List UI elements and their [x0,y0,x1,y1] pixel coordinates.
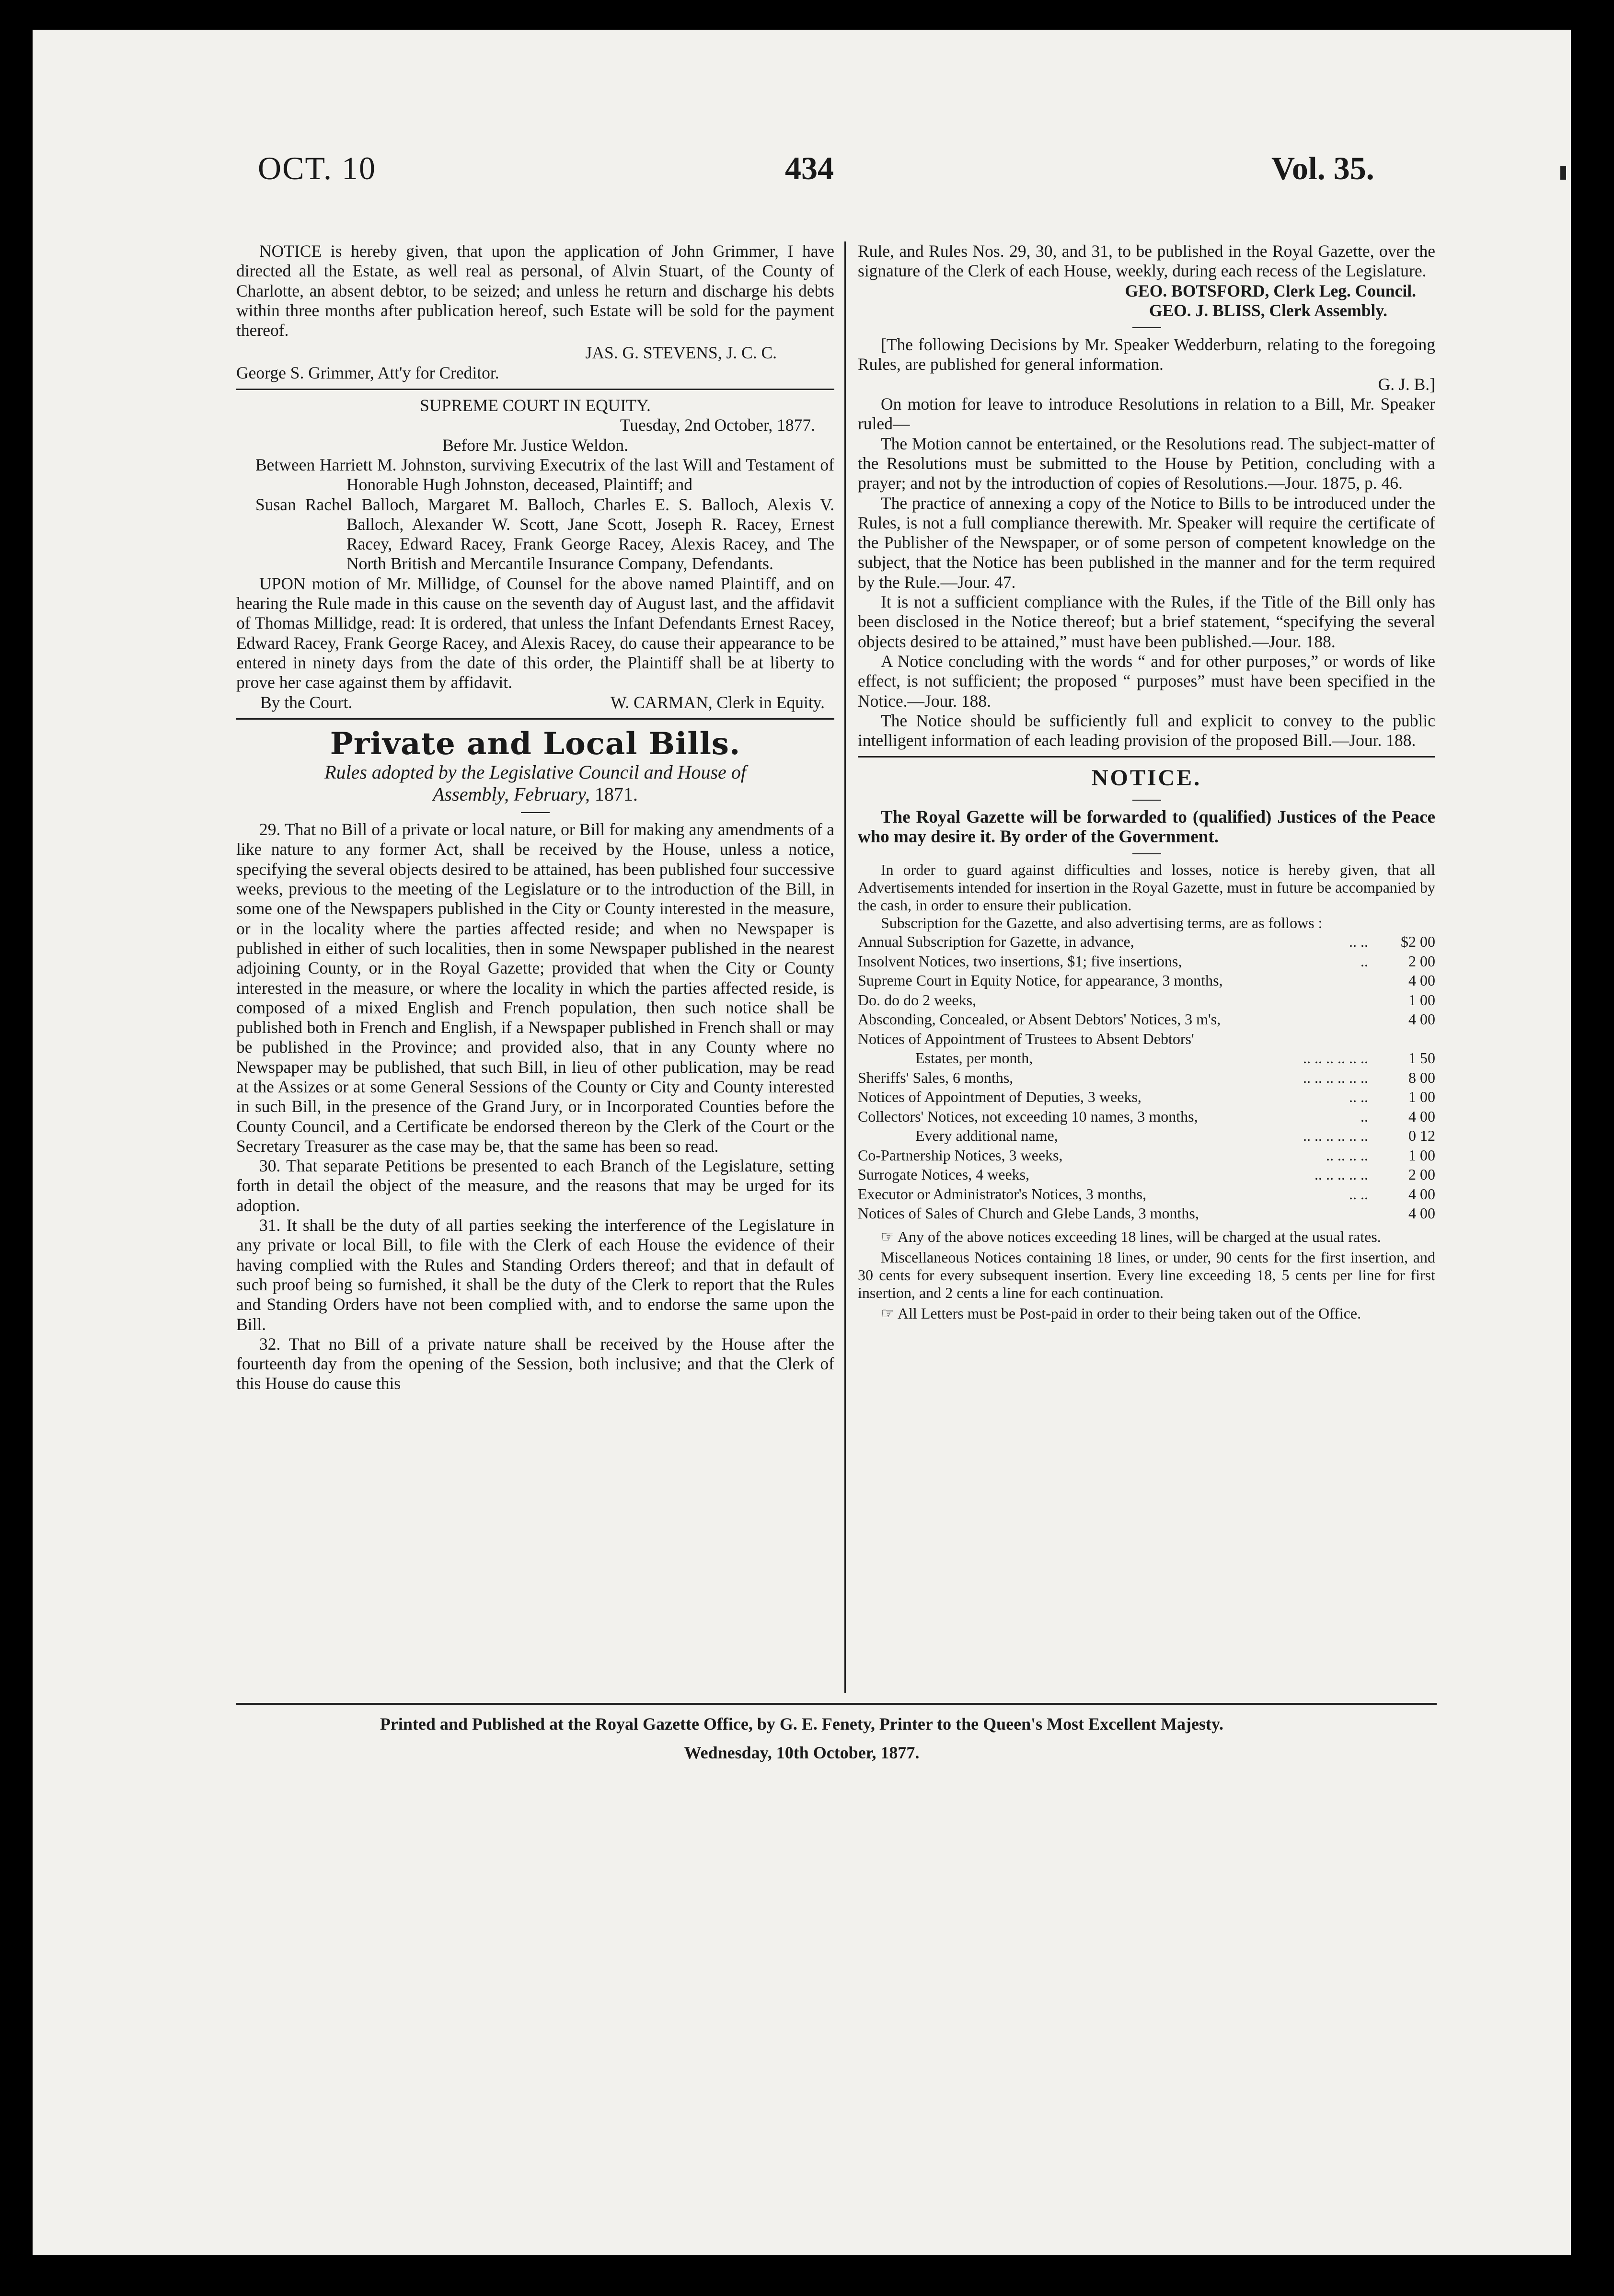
rate-label: Sheriffs' Sales, 6 months, [858,1068,1014,1086]
rate-row [858,1087,1435,1107]
rate-label: Notices of Sales of Church and Glebe Lands, 3 months, [858,1205,1199,1222]
between-party: Between Harriett M. Johnston, surviving Executrix of the last Will and Testament of Honorable Hugh Johnston, deceased, Plaintiff; and [255,455,834,494]
rate-label: Co-Partnership Notices, 3 weeks, [858,1146,1063,1164]
rate-dots: .. [1360,1107,1368,1125]
losses-notice: In order to guard against difficulties and losses, notice is hereby given, that all Advertisements intended for insertion in the Royal Gazette, must in future be accompanied by the cash, in order to ensure their publication. [858,861,1435,914]
decision-4: It is not a sufficient compliance with the Rules, if the Title of the Bill only has been disclosed in the Notice thereof; but a brief statement, “specifying the several objects desired to be attained,” must have been published.—Jour. 188. [858,592,1435,651]
rate-dots [1291,1204,1368,1223]
decision-3: The practice of annexing a copy of the Notice to Bills to be introduced under the Rules, is not a full compliance therewith. Mr. Speaker will require the certificate of the Publisher of the Newspaper, or of some person of competent knowledge on the subject, that the Notice has been published in the manner and for the term required by the Rule.—Jour. 47. [858,493,1435,592]
rate-amount: 1 00 [1408,1146,1435,1164]
rate-label: Estates, per month, [915,1049,1033,1067]
decisions-initials: G. J. B.] [1378,374,1435,394]
rate-amount: 1 00 [1408,991,1435,1009]
supreme-court-title: SUPREME COURT IN EQUITY. [420,396,651,415]
left-column [236,241,834,1394]
rule-32: 32. That no Bill of a private nature shall be received by the House after the fourteenth day from the opening of the Session, both inclusive; and that the Clerk of this House do cause this [236,1334,834,1393]
rate-row [858,990,1435,1010]
stevens-signature: JAS. G. STEVENS, J. C. C. [585,343,777,363]
short-rule [1132,853,1161,854]
gazette-notice: The Royal Gazette will be forwarded to (qualified) Justices of the Peace who may desire it. By order of the Government. [858,807,1435,847]
decision-6: The Notice should be sufficiently full and explicit to convey to the public intelligent information of each leading provision of the proposed Bill.—Jour. 188. [858,711,1435,750]
equity-clerk: W. CARMAN, Clerk in Equity. [610,692,825,712]
rate-label: Insolvent Notices, two insertions, $1; five insertions, [858,952,1182,970]
clerk-council-signature: GEO. BOTSFORD, Clerk Leg. Council. [1125,281,1416,300]
decisions-intro: [The following Decisions by Mr. Speaker Wedderburn, relating to the foregoing Rules, are published for general information. [858,335,1435,374]
footer-date: Wednesday, 10th October, 1877. [684,1743,920,1762]
rate-row [858,1029,1435,1049]
bills-subtitle-2 [236,783,834,805]
rate-dots: .. .. .. .. .. .. [1303,1068,1368,1086]
rate-dots [1291,990,1368,1010]
rate-label: Every additional name, [915,1127,1058,1145]
right-column [858,241,1435,1322]
rate-dots: .. .. .. .. .. .. [1303,1049,1368,1067]
subscription-intro: Subscription for the Gazette, and also advertising terms, are as follows : [881,914,1323,932]
issue-date: OCT. 10 [258,150,376,186]
column-divider [844,241,846,1693]
section-rule [236,718,834,720]
rate-dots [1291,971,1368,990]
short-rule [1132,800,1161,801]
rate-row [858,1068,1435,1088]
attorney-line: George S. Grimmer, Att'y for Creditor. [236,363,499,382]
rate-label: Supreme Court in Equity Notice, for appearance, 3 months, [858,972,1223,989]
bills-subtitle-1: Rules adopted by the Legislative Council and House of [324,761,746,783]
rate-amount: 4 00 [1408,1205,1435,1222]
rate-amount [1368,1029,1435,1049]
exceeding-notice [858,1228,1435,1246]
rate-row [858,1165,1435,1184]
exceeding-text: Any of the above notices exceeding 18 lines, will be charged at the usual rates. [897,1228,1381,1245]
justice-line: Before Mr. Justice Weldon. [442,435,628,455]
misc-notice: Miscellaneous Notices containing 18 lines, or under, 90 cents for the first insertion, and 30 cents for every subsequent insertion. Every line exceeding 18, 5 cents per line for first insertion, and 2 cents a line for each continuation. [858,1248,1435,1301]
page-number: 434 [785,150,834,186]
supreme-court-body: UPON motion of Mr. Millidge, of Counsel for the above named Plaintiff, and on hearing the Rule made in this cause on the seventh day of August last, and the affidavit of Thomas Millidge, read: It is ordered, that unless the Infant Defendants Ernest Racey, Edward Racey, Frank George Racey, and Alexis Racey, do cause their appearance to be entered in ninety days from the date of this order, the Plaintiff shall be at liberty to prove her case against them by affidavit. [236,574,834,692]
rate-dots: .. .. [1349,1185,1368,1203]
rate-amount: 4 00 [1408,1010,1435,1028]
rule-30: 30. That separate Petitions be presented to each Branch of the Legislature, setting forth in detail the object of the measure, and the reasons that may be urged for its adoption. [236,1156,834,1215]
rates-table [858,932,1435,1223]
rate-dots: .. .. [1349,933,1368,951]
rate-row [858,1048,1435,1068]
rate-dots: .. .. .. .. .. .. [1303,1127,1368,1145]
rate-label: Executor or Administrator's Notices, 3 months, [858,1185,1147,1203]
rate-dots [1291,1010,1368,1029]
letters-text: All Letters must be Post-paid in order to their being taken out of the Office. [897,1304,1361,1322]
decision-1: On motion for leave to introduce Resolutions in relation to a Bill, Mr. Speaker ruled— [858,394,1435,434]
bills-subtitle-text: Assembly, February, [433,783,590,805]
rate-label: Notices of Appointment of Trustees to Absent Debtors' [858,1030,1194,1047]
rate-dots: .. [1360,952,1368,970]
rate-amount: $2 00 [1401,933,1435,951]
pointing-hand-icon: ☞ [881,1228,898,1245]
short-rule [1132,327,1161,328]
letters-notice [858,1305,1435,1322]
rate-dots [1291,1029,1368,1049]
rate-row [858,1107,1435,1126]
gazette-page [33,30,1571,2255]
rate-label: Do. do do 2 weeks, [858,991,977,1009]
stevens-notice-body: NOTICE is hereby given, that upon the application of John Grimmer, I have directed all the Estate, as well real as personal, of Alvin Stuart, of the County of Charlotte, an absent debtor, to be seized; and unless he return and discharge his debts within three months after publication hereof, such Estate will be sold for the payment thereof. [236,241,834,340]
rate-amount: 2 00 [1408,1166,1435,1183]
rate-row [858,1184,1435,1204]
rule-continuation: Rule, and Rules Nos. 29, 30, and 31, to be published in the Royal Gazette, over the signature of the Clerk of each House, weekly, during each recess of the Legislature. [858,241,1435,281]
bills-subtitle-year: 1871. [594,783,638,805]
rate-amount: 4 00 [1408,972,1435,989]
rate-label: Surrogate Notices, 4 weeks, [858,1166,1030,1183]
footer-printer: Printed and Published at the Royal Gazette Office, by G. E. Fenety, Printer to the Queen's Most Excellent Majesty. [380,1714,1224,1733]
supreme-court-date: Tuesday, 2nd October, 1877. [620,415,815,435]
rate-amount: 2 00 [1408,952,1435,970]
decision-2: The Motion cannot be entertained, or the Resolutions read. The subject-matter of the Resolutions must be submitted to the House by Petition, concluding with a prayer; and not by the introduction of copies of Resolutions.—Jour. 1875, p. 46. [858,434,1435,493]
section-rule [236,389,834,390]
rate-amount: 4 00 [1408,1185,1435,1203]
rate-row [858,1204,1435,1223]
rate-dots: .. .. .. .. .. [1314,1166,1368,1183]
rate-label: Annual Subscription for Gazette, in advance, [858,933,1134,951]
clerk-assembly-signature: GEO. J. BLISS, Clerk Assembly. [1149,300,1387,320]
rate-label: Absconding, Concealed, or Absent Debtors' Notices, 3 m's, [858,1010,1221,1028]
rate-amount: 8 00 [1408,1068,1435,1086]
rate-row [858,1126,1435,1146]
by-court: By the Court. [260,692,353,712]
footer-rule [236,1703,1437,1705]
rate-amount: 0 12 [1408,1127,1435,1145]
page-header [33,149,1571,217]
rate-row [858,971,1435,990]
rate-row [858,932,1435,952]
rate-dots: .. .. [1349,1088,1368,1106]
court-signature-line [236,693,834,712]
rate-row [858,1146,1435,1165]
rate-label: Collectors' Notices, not exceeding 10 names, 3 months, [858,1107,1198,1125]
short-rule [521,812,550,813]
notice-title: NOTICE. [1091,765,1202,791]
rule-29: 29. That no Bill of a private or local nature, or Bill for making any amendments of a like nature to any former Act, shall be received by the House, unless a notice, specifying the several objects desired to be attained, has been published four successive weeks, previous to the meeting of the Legislature or to the introduction of the Bill, in some one of the Newspapers published in the City or County interested in the measure, or in the locality where the parties affected reside; and when no Newspaper is published in either of such localities, then in some Newspaper published in the nearest adjoining County, or in the Royal Gazette; provided that when the City or County interested in the measure, or where the locality in which the parties affected reside, is composed of a mixed English and French population, then such notice shall be published both in French and English, if a Newspaper published in French shall or may be published in the Province; and provided also, that in any County where no Newspaper may be published, that such Bill, in lieu of other publication, may be read at the Assizes or at some General Sessions of the County or City and County interested in such Bill, in the presence of the Grand Jury, or in Incorporated Counties before the County Council, and a Certificate be endorsed thereon by the Clerk of the Court or the Secretary Treasurer as the case may be, that the same has been so read. [236,820,834,1156]
section-rule [858,756,1435,758]
rate-dots: .. .. .. .. [1326,1146,1368,1164]
rate-row [858,952,1435,971]
decision-5: A Notice concluding with the words “ and for other purposes,” or words of like effect, is not sufficient; the proposed “ purposes” must have been specified in the Notice.—Jour. 188. [858,651,1435,711]
bills-title: Private and Local Bills. [330,725,741,762]
rate-amount: 1 00 [1408,1088,1435,1106]
rate-row [858,1010,1435,1029]
defendants-list: Susan Rachel Balloch, Margaret M. Balloch, Charles E. S. Balloch, Alexis V. Balloch, Alexander W. Scott, Jane Scott, Joseph R. Racey, Ernest Racey, Edward Racey, Frank George Racey, Alexis Racey, and The North British and Mercantile Insurance Company, Defendants. [255,494,834,574]
rate-amount: 1 50 [1408,1049,1435,1067]
volume-number: Vol. 35. [1271,150,1374,186]
rate-amount: 4 00 [1408,1107,1435,1125]
rate-label: Notices of Appointment of Deputies, 3 weeks, [858,1088,1141,1106]
pointing-hand-icon: ☞ [881,1304,898,1322]
rule-31: 31. It shall be the duty of all parties seeking the interference of the Legislature in any private or local Bill, to file with the Clerk of each House the evidence of their having complied with the Rules and Standing Orders thereof; and that in default of such proof being so furnished, it shall be the duty of the Clerk to report that the Rules and Standing Orders have not been complied with, and to endorse the same upon the Bill. [236,1216,834,1334]
